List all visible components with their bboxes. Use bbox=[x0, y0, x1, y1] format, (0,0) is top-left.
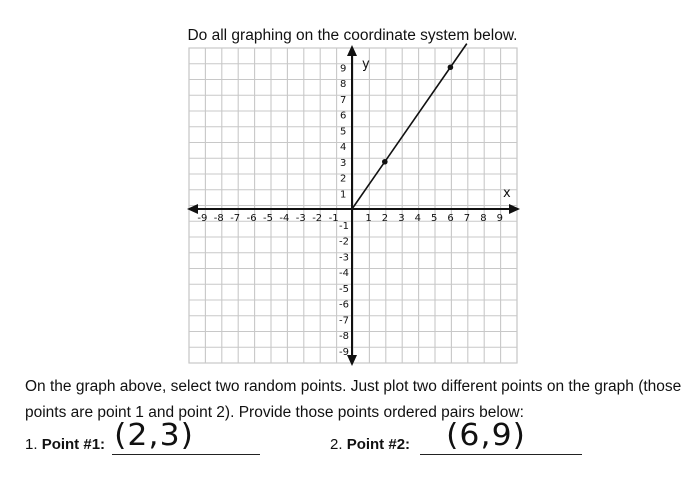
point2-number: 2. bbox=[330, 436, 343, 453]
x-tick-label: -2 bbox=[312, 213, 323, 224]
x-tick-label: -5 bbox=[263, 213, 273, 224]
y-tick-label: -6 bbox=[339, 299, 349, 311]
y-tick-label: 8 bbox=[340, 79, 347, 90]
y-tick-label: -8 bbox=[339, 331, 349, 342]
point1-number: 1. bbox=[25, 436, 38, 453]
x-tick-label: 7 bbox=[463, 213, 471, 224]
y-tick-label: 6 bbox=[340, 110, 347, 122]
x-tick-label: -3 bbox=[295, 213, 306, 224]
point1-label: Point #1: bbox=[41, 436, 106, 453]
y-tick-label: -9 bbox=[339, 346, 349, 358]
plotted-point bbox=[382, 159, 388, 165]
point1-answer-line[interactable] bbox=[112, 454, 260, 455]
y-tick-label: -1 bbox=[339, 220, 349, 232]
y-tick-label: -7 bbox=[339, 315, 349, 327]
x-tick-label: -9 bbox=[197, 213, 208, 224]
x-tick-label: 2 bbox=[381, 213, 389, 224]
y-tick-label: 1 bbox=[340, 189, 347, 201]
x-tick-label: -7 bbox=[230, 213, 241, 224]
x-tick-label: -6 bbox=[246, 213, 257, 224]
point1-answer: (2,3) bbox=[114, 418, 195, 453]
point2-label: Point #2: bbox=[346, 436, 411, 453]
x-tick-label: 6 bbox=[447, 213, 454, 224]
y-tick-label: 7 bbox=[340, 94, 347, 106]
y-tick-label: -5 bbox=[339, 283, 349, 295]
y-tick-label: 5 bbox=[340, 126, 347, 138]
x-tick-label: 4 bbox=[414, 213, 421, 224]
tick-labels bbox=[197, 63, 503, 358]
question-line-2: points are point 1 and point 2). Provide those points ordered pairs below: bbox=[25, 404, 524, 421]
point2-answer: (6,9) bbox=[446, 418, 527, 453]
x-tick-label: -1 bbox=[328, 213, 339, 224]
y-tick-label: -2 bbox=[339, 236, 349, 248]
y-axis-label: y bbox=[362, 57, 370, 72]
x-tick-label: 5 bbox=[431, 213, 438, 224]
y-tick-label: -4 bbox=[339, 268, 349, 279]
x-tick-label: 3 bbox=[398, 213, 405, 224]
y-tick-label: 4 bbox=[340, 142, 347, 153]
point1-label-row bbox=[25, 436, 105, 453]
plotted-point bbox=[448, 64, 454, 70]
x-tick-label: 1 bbox=[365, 213, 372, 224]
x-axis-label: x bbox=[503, 186, 511, 201]
y-tick-label: -3 bbox=[339, 252, 349, 264]
x-tick-label: 8 bbox=[480, 213, 487, 224]
x-tick-label: -4 bbox=[279, 213, 290, 224]
y-tick-label: 3 bbox=[340, 157, 347, 169]
point2-answer-line[interactable] bbox=[420, 454, 582, 455]
question-line-1: On the graph above, select two random points. Just plot two different points on the graph (those bbox=[25, 378, 682, 395]
x-tick-label: -8 bbox=[213, 213, 224, 224]
y-axis-arrow-up bbox=[347, 45, 357, 56]
point2-label-row bbox=[330, 436, 410, 453]
heading-text: Do all graphing on the coordinate system below. bbox=[187, 27, 518, 44]
y-tick-label: 2 bbox=[340, 173, 347, 185]
x-tick-label: 9 bbox=[496, 213, 503, 224]
y-tick-label: 9 bbox=[340, 63, 347, 75]
